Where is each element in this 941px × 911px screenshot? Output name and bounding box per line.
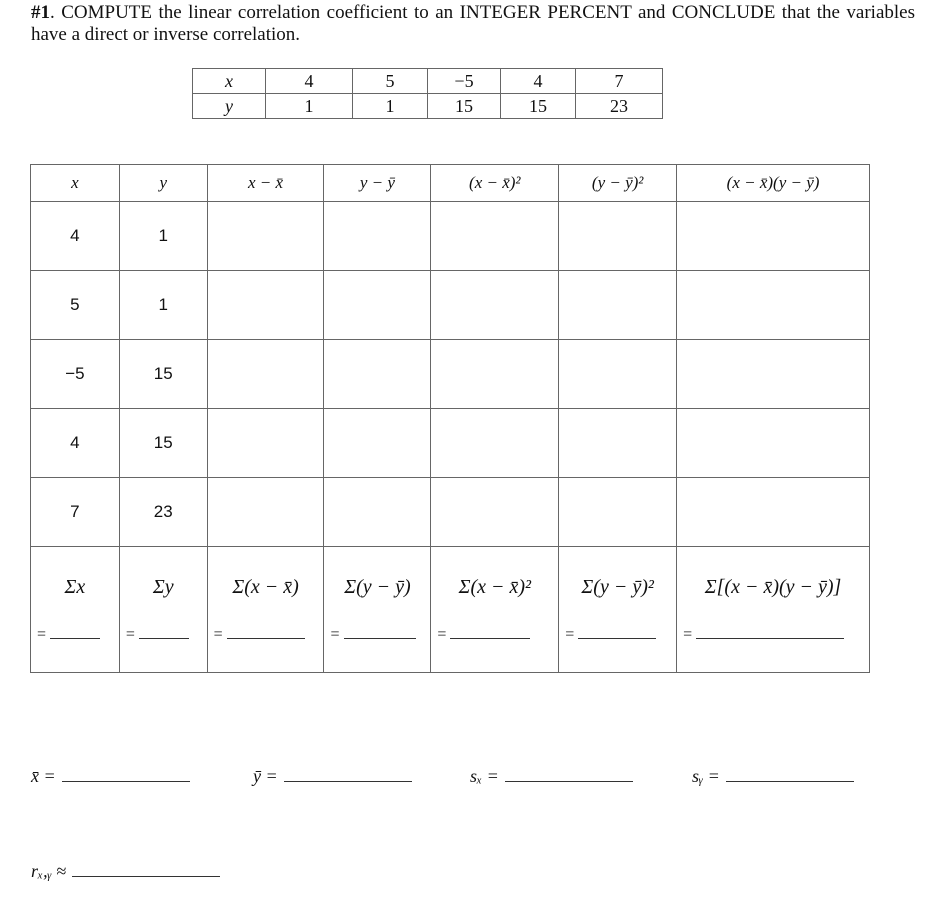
- given-y-row: [193, 94, 663, 119]
- cell-y: 1: [119, 271, 207, 340]
- cell-x: 4: [31, 409, 120, 478]
- sum-cell-product[interactable]: [677, 547, 870, 673]
- sum-cell-y-dev-sq[interactable]: [559, 547, 677, 673]
- cell-y-dev[interactable]: [324, 409, 431, 478]
- cell-y-dev-sq[interactable]: [559, 202, 677, 271]
- xbar-answer[interactable]: [31, 765, 190, 787]
- header-x-dev: x − x̄: [207, 165, 324, 202]
- cell-product[interactable]: [677, 271, 870, 340]
- cell-x: 7: [31, 478, 120, 547]
- given-y-value: 15: [501, 94, 576, 119]
- cell-x-dev-sq[interactable]: [431, 271, 559, 340]
- given-x-value: 7: [576, 69, 663, 94]
- given-y-value: 23: [576, 94, 663, 119]
- cell-x: −5: [31, 340, 120, 409]
- cell-y-dev[interactable]: [324, 202, 431, 271]
- given-x-value: 4: [501, 69, 576, 94]
- sum-answer-line: =: [126, 624, 201, 644]
- given-x-value: 4: [266, 69, 353, 94]
- r-label: rₓ,ᵧ ≈: [31, 861, 67, 881]
- sum-cell-y-dev[interactable]: [324, 547, 431, 673]
- table-row: [31, 409, 870, 478]
- sum-x-dev-sq-label: Σ(x − x̄)²: [458, 575, 532, 598]
- sum-row: [31, 547, 870, 673]
- header-y-dev-sq: (y − ȳ)²: [559, 165, 677, 202]
- sx-answer[interactable]: [470, 765, 633, 787]
- sum-product-label: Σ[(x − x̄)(y − ȳ)]: [704, 575, 842, 598]
- sum-cell-x[interactable]: [31, 547, 120, 673]
- sum-answer-line: =: [437, 624, 552, 644]
- sum-y-dev-label: Σ(y − ȳ): [344, 575, 411, 598]
- cell-product[interactable]: [677, 340, 870, 409]
- cell-y-dev[interactable]: [324, 478, 431, 547]
- cell-y: 1: [119, 202, 207, 271]
- cell-x-dev-sq[interactable]: [431, 340, 559, 409]
- table-row: [31, 271, 870, 340]
- problem-statement: [31, 2, 915, 46]
- header-x-dev-sq: (x − x̄)²: [431, 165, 559, 202]
- cell-x-dev[interactable]: [207, 271, 324, 340]
- r-answer[interactable]: [31, 860, 220, 882]
- problem-number: #1: [31, 2, 50, 23]
- sum-answer-line: =: [683, 624, 863, 644]
- given-y-value: 1: [353, 94, 428, 119]
- given-x-value: 5: [353, 69, 428, 94]
- sum-cell-y[interactable]: [119, 547, 207, 673]
- cell-x-dev[interactable]: [207, 409, 324, 478]
- ybar-answer[interactable]: [253, 765, 412, 787]
- cell-y-dev[interactable]: [324, 340, 431, 409]
- sum-answer-line: =: [330, 624, 424, 644]
- cell-y-dev-sq[interactable]: [559, 271, 677, 340]
- cell-y-dev-sq[interactable]: [559, 409, 677, 478]
- cell-y-dev-sq[interactable]: [559, 340, 677, 409]
- cell-x-dev-sq[interactable]: [431, 409, 559, 478]
- given-y-value: 15: [428, 94, 501, 119]
- sum-answer-line: =: [214, 624, 318, 644]
- given-x-row: [193, 69, 663, 94]
- xbar-label: x̄ =: [31, 766, 56, 786]
- cell-product[interactable]: [677, 409, 870, 478]
- header-row: [31, 165, 870, 202]
- sum-x-dev-label: Σ(x − x̄): [232, 575, 299, 598]
- sum-cell-x-dev-sq[interactable]: [431, 547, 559, 673]
- sy-answer[interactable]: [692, 765, 854, 787]
- cell-x: 4: [31, 202, 120, 271]
- sum-answer-line: =: [37, 624, 113, 644]
- given-y-value: 1: [266, 94, 353, 119]
- sy-label: sᵧ =: [692, 766, 720, 786]
- header-x: x: [31, 165, 120, 202]
- table-row: [31, 478, 870, 547]
- header-y-dev: y − ȳ: [324, 165, 431, 202]
- sum-y-label: Σy: [152, 575, 174, 598]
- cell-y: 23: [119, 478, 207, 547]
- cell-x-dev[interactable]: [207, 202, 324, 271]
- cell-x-dev[interactable]: [207, 478, 324, 547]
- header-product: (x − x̄)(y − ȳ): [677, 165, 870, 202]
- sum-x-label: Σx: [64, 575, 86, 598]
- sum-cell-x-dev[interactable]: [207, 547, 324, 673]
- problem-text: . COMPUTE the linear correlation coefficient to an INTEGER PERCENT and CONCLUDE that the variables have a direct or inverse correlation.: [31, 2, 915, 45]
- sum-answer-line: =: [565, 624, 670, 644]
- cell-x-dev[interactable]: [207, 340, 324, 409]
- sum-y-dev-sq-label: Σ(y − ȳ)²: [581, 575, 654, 598]
- table-row: [31, 340, 870, 409]
- given-data-table: [192, 68, 663, 119]
- cell-product[interactable]: [677, 478, 870, 547]
- cell-y: 15: [119, 409, 207, 478]
- cell-x-dev-sq[interactable]: [431, 478, 559, 547]
- sx-label: sₓ =: [470, 766, 499, 786]
- cell-x: 5: [31, 271, 120, 340]
- cell-product[interactable]: [677, 202, 870, 271]
- cell-y: 15: [119, 340, 207, 409]
- worksheet-table: [30, 164, 870, 673]
- cell-y-dev-sq[interactable]: [559, 478, 677, 547]
- given-y-label: y: [193, 94, 266, 119]
- given-x-value: −5: [428, 69, 501, 94]
- cell-y-dev[interactable]: [324, 271, 431, 340]
- ybar-label: ȳ =: [253, 766, 278, 786]
- cell-x-dev-sq[interactable]: [431, 202, 559, 271]
- table-row: [31, 202, 870, 271]
- given-x-label: x: [193, 69, 266, 94]
- header-y: y: [119, 165, 207, 202]
